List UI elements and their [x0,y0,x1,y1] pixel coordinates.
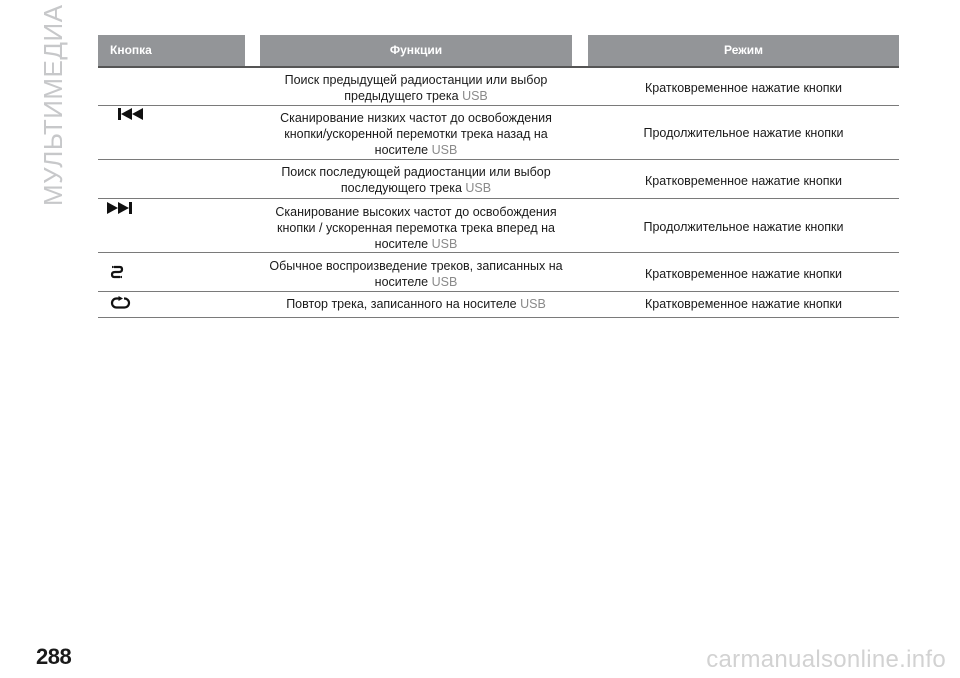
function-cell [260,72,572,104]
usb-label: USB [462,89,488,103]
function-text: Сканирование высоких частот до освобождения кнопки / ускоренная перемотка трека вперед на носителе [275,205,557,251]
previous-track-icon [118,108,144,120]
section-side-title: МУЛЬТИМЕДИА [38,4,68,206]
table-row [98,292,899,318]
function-cell [260,164,572,196]
mode-cell: Кратковременное нажатие кнопки [644,267,843,281]
shuffle-icon [110,265,124,279]
table-header [98,35,899,67]
mode-cell: Кратковременное нажатие кнопки [644,297,843,311]
header-functions: Функции [260,35,572,66]
function-text: Поиск предыдущей радиостанции или выбор предыдущего трека [284,73,548,103]
usb-label: USB [431,143,458,157]
usb-label: USB [431,237,458,251]
page-number: 288 [36,644,72,669]
function-cell [260,110,572,158]
table-row [98,199,899,253]
usb-label: USB [431,275,458,289]
table-row [98,106,899,160]
usb-label: USB [520,297,546,311]
header-button: Кнопка [98,35,245,66]
function-cell [260,204,572,252]
table-row [98,67,899,106]
function-text: Повтор трека, записанного на носителе [286,297,517,311]
function-text: Поиск последующей радиостанции или выбор последующего трека [281,165,551,195]
table-row [98,253,899,292]
mode-cell: Продолжительное нажатие кнопки [643,126,844,140]
table-row [98,160,899,199]
function-cell [260,258,572,290]
watermark: carmanualsonline.info [706,646,946,673]
function-cell [260,296,572,312]
controls-table [98,35,899,318]
header-mode: Режим [588,35,899,66]
usb-label: USB [465,181,492,195]
repeat-icon [110,296,132,310]
mode-cell: Кратковременное нажатие кнопки [644,174,843,188]
mode-cell: Продолжительное нажатие кнопки [643,220,844,234]
function-text: Сканирование низких частот до освобождения кнопки/ускоренной перемотки трека назад на носителе [280,111,552,157]
mode-cell: Кратковременное нажатие кнопки [644,81,843,95]
function-text: Обычное воспроизведение треков, записанных на носителе [269,259,563,289]
next-track-icon [107,202,133,214]
